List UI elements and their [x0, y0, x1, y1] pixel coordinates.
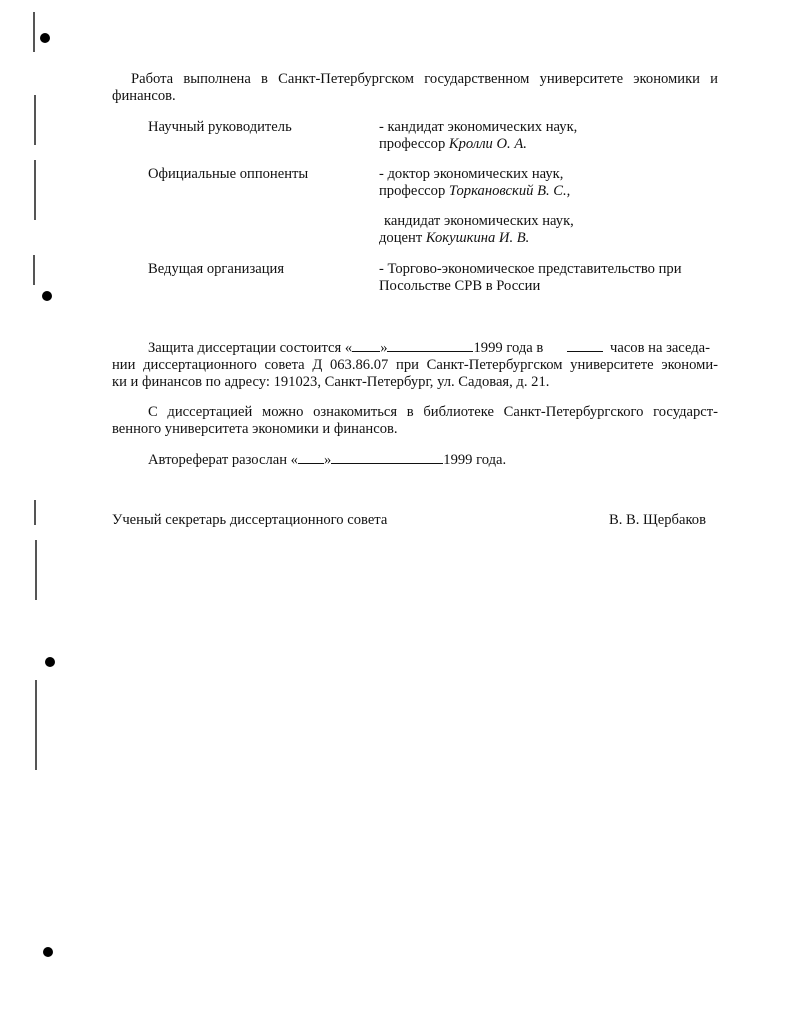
punch-hole — [45, 657, 55, 667]
punch-hole — [42, 291, 52, 301]
mailing-text-2: » — [323, 452, 332, 468]
scan-edge-mark — [35, 540, 37, 600]
opponent-1-title: профессор — [379, 183, 446, 199]
punch-hole — [40, 33, 50, 43]
mailing-text-3: 1999 года. — [443, 452, 507, 468]
defense-text-3: 1999 года в — [473, 340, 544, 356]
punch-hole — [43, 947, 53, 957]
defense-line-2: нии диссертационного совета Д 063.86.07 при Санкт-Петербургском университете экономи- — [112, 357, 718, 373]
defense-line-1-end: часов на заседа- — [610, 340, 711, 356]
opponent-1-name: Торкановский В. С., — [448, 183, 571, 199]
supervisor-label: Научный руководитель — [148, 119, 292, 135]
secretary-role: Ученый секретарь диссертационного совета — [112, 512, 388, 528]
month-blank — [387, 339, 473, 352]
opponent-1-degree: - доктор экономических наук, — [379, 166, 564, 182]
defense-text-1: Защита диссертации состоится « — [148, 340, 353, 356]
scan-edge-mark — [33, 255, 35, 285]
opponents-label: Официальные оппоненты — [148, 166, 309, 182]
scan-edge-mark — [34, 500, 36, 525]
scan-edge-mark — [33, 12, 35, 52]
mailing-text-1: Автореферат разослан « — [148, 452, 298, 468]
scan-edge-mark — [34, 160, 36, 220]
opponent-2-name: Кокушкина И. В. — [425, 230, 530, 246]
supervisor-degree: - кандидат экономических наук, — [379, 119, 578, 135]
intro-line-1: Работа выполнена в Санкт-Петербургском государственном университете экономики и — [131, 71, 718, 87]
supervisor-title: профессор — [379, 136, 446, 152]
library-line-1: С диссертацией можно ознакомиться в библиотеке Санкт-Петербургского государст- — [148, 404, 718, 420]
defense-line-1 — [148, 339, 543, 357]
opponent-2-title: доцент — [379, 230, 423, 246]
day-blank — [352, 339, 380, 352]
intro-line-2: финансов. — [112, 88, 176, 104]
hour-blank — [567, 339, 603, 352]
lead-org-label: Ведущая организация — [148, 261, 285, 277]
defense-line-3: ки и финансов по адресу: 191023, Санкт-Петербург, ул. Садовая, д. 21. — [112, 374, 550, 390]
opponent-1-name-line — [379, 182, 570, 200]
mailing-month-blank — [331, 451, 443, 464]
defense-text-2: » — [380, 340, 388, 356]
lead-org-line-2: Посольстве СРВ в России — [379, 278, 541, 294]
library-line-2: венного университета экономики и финансов. — [112, 421, 398, 437]
scan-edge-mark — [35, 680, 37, 770]
opponent-2-degree: кандидат экономических наук, — [384, 213, 574, 229]
hour-blank-group — [567, 339, 603, 357]
mailing-line — [148, 451, 506, 469]
secretary-name: В. В. Щербаков — [609, 512, 706, 528]
supervisor-name: Кролли О. А. — [448, 136, 527, 152]
scan-edge-mark — [34, 95, 36, 145]
lead-org-line-1: - Торгово-экономическое представительство при — [379, 261, 682, 277]
mailing-day-blank — [298, 451, 324, 464]
supervisor-name-line — [379, 135, 527, 153]
opponent-2-name-line — [379, 229, 529, 247]
